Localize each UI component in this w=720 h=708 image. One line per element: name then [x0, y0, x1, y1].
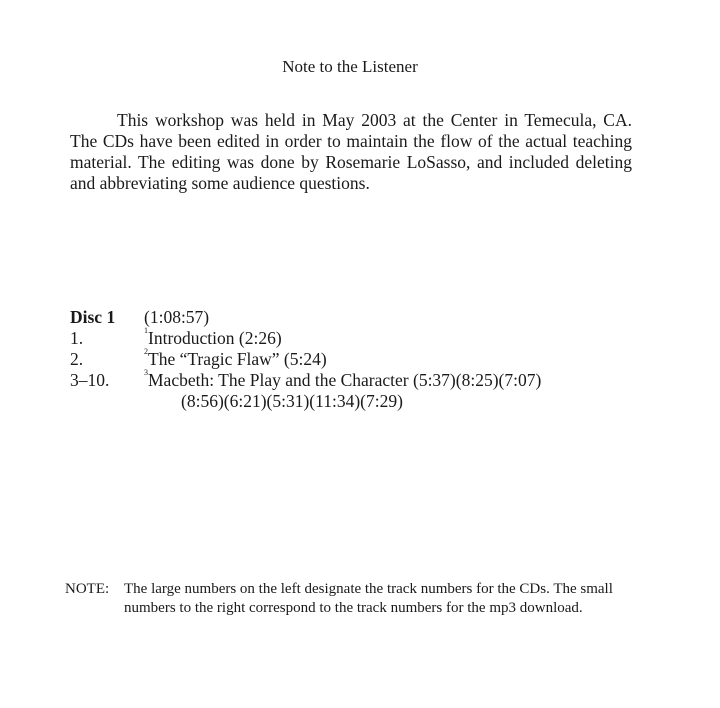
- track-title: The “Tragic Flaw” (5:24): [148, 349, 327, 369]
- mp3-track-number: 1: [144, 326, 148, 335]
- mp3-track-number: 3: [144, 368, 148, 377]
- track-number: 1.: [70, 328, 84, 348]
- intro-paragraph: This workshop was held in May 2003 at the Center in Temecula, CA. The CDs have been edited in order to maintain the flow of the actual teaching material. The editing was done by Rosemarie LoSasso, and included deleting and abbreviating some audience questions.: [70, 110, 632, 193]
- track-listing: [70, 307, 670, 412]
- note-text: The large numbers on the left designate the track numbers for the CDs. The small numbers to the right correspond to the track numbers for the mp3 download.: [124, 581, 613, 616]
- disc-header: [70, 307, 670, 328]
- mp3-track-number: 2: [144, 347, 148, 356]
- track-number: 2.: [70, 349, 84, 369]
- track-row: [70, 328, 670, 349]
- footnote: [65, 580, 645, 618]
- note-label: NOTE:: [65, 581, 110, 597]
- track-title: Introduction (2:26): [148, 328, 282, 348]
- disc-label: Disc 1: [70, 307, 116, 327]
- page-title: Note to the Listener: [282, 57, 418, 76]
- track-number: 3–10.: [70, 370, 110, 390]
- track-title-continuation: (8:56)(6:21)(5:31)(11:34)(7:29): [181, 391, 403, 411]
- track-row: [70, 370, 670, 391]
- disc-duration: (1:08:57): [144, 307, 210, 327]
- track-row: [70, 349, 670, 370]
- track-title: Macbeth: The Play and the Character (5:37)(8:25)(7:07): [148, 370, 542, 390]
